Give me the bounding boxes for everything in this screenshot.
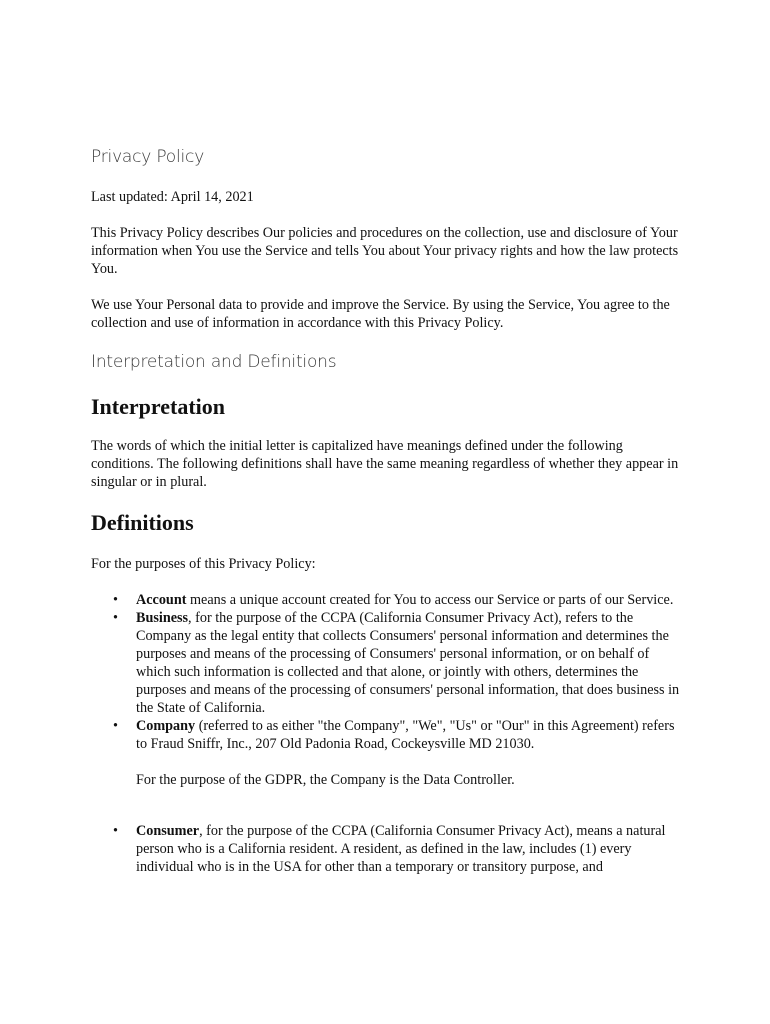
definition-item-account xyxy=(91,591,681,609)
intro-paragraph-1: This Privacy Policy describes Our policies and procedures on the collection, use and disclosure of Your information when You use the Service and tells You about Your privacy rights and how the law protects You. xyxy=(91,225,679,277)
definition-text: (referred to as either "the Company", "We", "Us" or "Our" in this Agreement) refers to Fraud Sniffr, Inc., 207 Old Padonia Road, Cockeysville MD 21030. xyxy=(136,718,675,752)
section-heading: Interpretation and Definitions xyxy=(91,352,337,372)
page-title: Privacy Policy xyxy=(91,147,205,167)
definition-text: means a unique account created for You to access our Service or parts of our Service. xyxy=(186,592,674,608)
interpretation-heading: Interpretation xyxy=(91,394,226,419)
definitions-intro: For the purposes of this Privacy Policy: xyxy=(91,556,316,572)
definition-text: , for the purpose of the CCPA (California Consumer Privacy Act), refers to the Company as the legal entity that collects Consumers' personal information and determines the purposes and means of the processing of Consumers' personal information, or on behalf of which such information is collected and that alone, or jointly with others, determines the purposes and means of the processing of consumers' personal information, that does business in the State of California. xyxy=(136,610,680,716)
definition-subparagraph: For the purpose of the GDPR, the Company is the Data Controller. xyxy=(136,772,515,788)
definition-term: Business xyxy=(136,610,189,626)
last-updated: Last updated: April 14, 2021 xyxy=(91,189,254,205)
definition-item-consumer xyxy=(91,822,681,876)
definition-term: Account xyxy=(136,592,187,608)
interpretation-text: The words of which the initial letter is capitalized have meanings defined under the following conditions. The following definitions shall have the same meaning regardless of whether they appear in singular or in plural. xyxy=(91,438,679,490)
definitions-list-continued xyxy=(91,822,681,876)
definition-item-company xyxy=(91,717,681,789)
definitions-list xyxy=(91,591,681,789)
definition-text: , for the purpose of the CCPA (California Consumer Privacy Act), means a natural person who is a California resident. A resident, as defined in the law, includes (1) every individual who is in the USA for other than a temporary or transitory purpose, and xyxy=(136,823,666,875)
definition-term: Company xyxy=(136,718,196,734)
definition-item-business xyxy=(91,609,681,717)
definition-term: Consumer xyxy=(136,823,200,839)
definitions-heading: Definitions xyxy=(91,510,194,535)
intro-paragraph-2: We use Your Personal data to provide and improve the Service. By using the Service, You agree to the collection and use of information in accordance with this Privacy Policy. xyxy=(91,297,670,331)
